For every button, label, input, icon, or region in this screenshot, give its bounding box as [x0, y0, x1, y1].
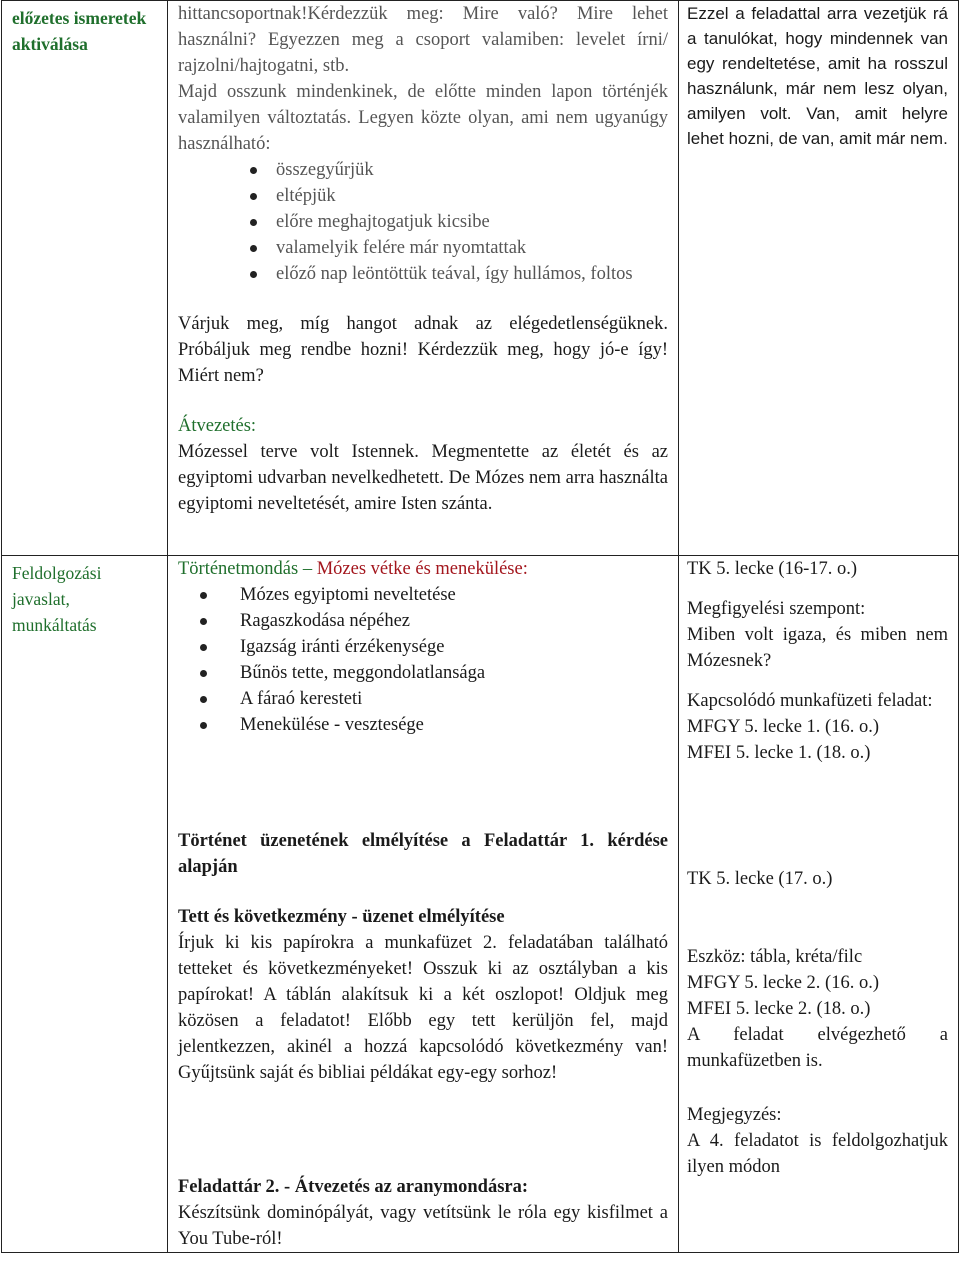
content-cell-prior-knowledge — [168, 1, 679, 556]
bullet-icon — [200, 670, 207, 677]
list-item: valamelyik felére már nyomtattak — [178, 235, 668, 261]
workbook-ref-3: MFGY 5. lecke 2. (16. o.) — [687, 973, 879, 993]
list-item: előző nap leöntöttük teával, így hullámos, foltos — [178, 261, 668, 287]
instruction-paragraph: Majd osszunk mindenkinek, de előtte minden lapon történjék valamilyen változtatás. Legyen közte olyan, ami nem ugyanúgy használható: — [178, 82, 668, 154]
bullet-icon — [250, 271, 257, 278]
row-processing — [2, 556, 959, 1253]
list-item: összegyűrjük — [178, 157, 668, 183]
feladattar-2-heading: Feladattár 2. - Átvezetés az aranymondásra: — [178, 1177, 529, 1197]
observation-text: Miben volt igaza, és miben nem Mózesnek? — [687, 625, 948, 671]
list-item: eltépjük — [178, 183, 668, 209]
task-heading: Tett és következmény - üzenet elmélyítése — [178, 907, 505, 927]
transition-text: Mózessel terve volt Istennek. Megmentette az életét és az egyiptomi udvarban nevelkedhetett. De Mózes nem arra használta egyiptomi neveltetését, amire Isten szánta. — [178, 442, 668, 514]
workbook-title: Kapcsolódó munkafüzeti feladat: — [687, 691, 933, 711]
lesson-plan-table — [1, 0, 959, 1253]
paper-change-list — [178, 157, 668, 287]
bullet-icon — [250, 219, 257, 226]
list-item: Ragaszkodása népéhez — [178, 608, 668, 634]
list-item: A fáraó keresteti — [178, 686, 668, 712]
list-item: Bűnös tette, meggondolatlansága — [178, 660, 668, 686]
story-points-list — [178, 582, 668, 738]
feladattar-2-text: Készítsünk dominópályát, vagy vetítsünk le róla egy kisfilmet a You Tube-ról! — [178, 1203, 668, 1249]
task-purpose-note: Ezzel a feladattal arra vezetjük rá a tanulókat, hogy mindennek van egy rendeltetése, amit ha rosszul használunk, már nem lesz olyan, amilyen volt. Van, amit helyre lehet hozni, de van, amit már nem. — [687, 4, 948, 148]
textbook-ref-2: TK 5. lecke (17. o.) — [687, 869, 833, 889]
textbook-ref-1: TK 5. lecke (16-17. o.) — [687, 559, 858, 579]
row-label: előzetes ismeretek aktiválása — [12, 8, 147, 54]
transition-title: Átvezetés: — [178, 416, 257, 436]
tools-line: Eszköz: tábla, kréta/filc — [687, 947, 863, 967]
workbook-note: A feladat elvégezhető a munkafüzetben is. — [687, 1025, 948, 1071]
remark-text: A 4. feladatot is feldolgozhatjuk ilyen módon — [687, 1131, 948, 1177]
list-item: Menekülése - vesztesége — [178, 712, 668, 738]
row-prior-knowledge — [2, 1, 959, 556]
bullet-icon — [250, 167, 257, 174]
workbook-ref-4: MFEI 5. lecke 2. (18. o.) — [687, 999, 871, 1019]
intro-paragraph: hittancsoportnak!Kérdezzük meg: Mire való? Mire lehet használni? Egyezzen meg a csoport valamiben: levelet írni/ rajzolni/hajtogatni, stb. — [178, 4, 668, 76]
label-cell-processing — [2, 556, 168, 1253]
wait-paragraph: Várjuk meg, míg hangot adnak az elégedetlenségüknek. Próbáljuk meg rendbe hozni! Kérdezzük meg, hogy jó-e így! Miért nem? — [178, 314, 668, 386]
bullet-icon — [250, 245, 257, 252]
workbook-ref-2: MFEI 5. lecke 1. (18. o.) — [687, 743, 871, 763]
list-item: előre meghajtogatjuk kicsibe — [178, 209, 668, 235]
row-label: Feldolgozási javaslat, munkáltatás — [12, 563, 102, 635]
list-item: Mózes egyiptomi neveltetése — [178, 582, 668, 608]
note-cell-prior-knowledge — [679, 1, 959, 556]
bullet-icon — [200, 644, 207, 651]
list-item: Igazság iránti érzékenysége — [178, 634, 668, 660]
deepen-heading: Történet üzenetének elmélyítése a Feladattár 1. kérdése alapján — [178, 831, 668, 877]
bullet-icon — [200, 696, 207, 703]
label-cell-prior-knowledge — [2, 1, 168, 556]
bullet-icon — [250, 193, 257, 200]
note-cell-processing — [679, 556, 959, 1253]
bullet-icon — [200, 592, 207, 599]
remark-title: Megjegyzés: — [687, 1105, 782, 1125]
task-text: Írjuk ki kis papírokra a munkafüzet 2. feladatában található tetteket és következményeket! Osszuk ki az osztályban a kis papírokat! A táblán alakítsuk ki a két oszlopot! Oldjuk meg közösen a feladatot! Előbb egy tett kerüljön fel, majd jelentkezzen, akinél a hozzá kapcsolódó következmény van! Gyűjtsünk saját és bibliai példákat egy-egy sorhoz! — [178, 933, 668, 1083]
observation-title: Megfigyelési szempont: — [687, 599, 866, 619]
content-cell-processing — [168, 556, 679, 1253]
workbook-ref-1: MFGY 5. lecke 1. (16. o.) — [687, 717, 879, 737]
story-title: Történetmondás – Mózes vétke és menekülése: — [178, 559, 528, 579]
bullet-icon — [200, 722, 207, 729]
bullet-icon — [200, 618, 207, 625]
